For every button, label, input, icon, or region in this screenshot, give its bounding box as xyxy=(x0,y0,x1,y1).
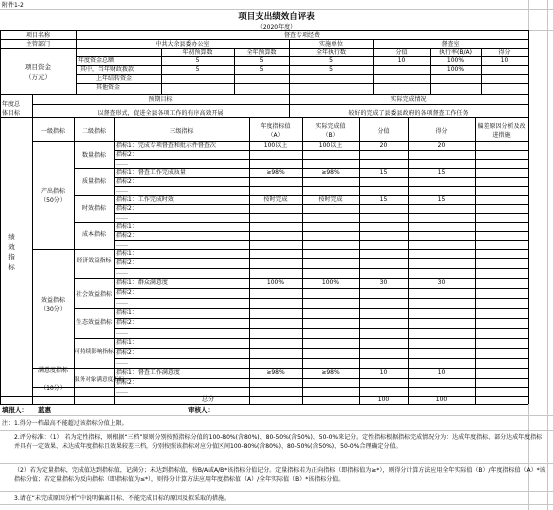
indicator-actual: ≥98% xyxy=(321,169,340,176)
indicator-score: 15 xyxy=(437,196,446,203)
level1-benefit-score: （30分） xyxy=(40,306,66,313)
funds-row-label: 其他资金 xyxy=(96,84,121,91)
indicator-actual: ≥98% xyxy=(321,369,340,376)
grid-line xyxy=(475,117,476,404)
goals-label-b: 体目标 xyxy=(2,110,21,117)
level2-economic: 经济效益指标 xyxy=(76,258,112,264)
grid-line xyxy=(408,117,409,404)
indicator-name: 指标2： xyxy=(116,151,138,158)
total-label: 总分 xyxy=(201,396,214,403)
indicator-name: 指标1： xyxy=(116,309,138,316)
indicator-target: 按时完成 xyxy=(263,196,288,203)
grid-line xyxy=(114,240,528,241)
form-title: 项目支出绩效自评表 xyxy=(238,12,315,22)
indicator-score-max: 30 xyxy=(379,279,388,286)
level2-quality: 质量指标 xyxy=(81,178,106,185)
indicator-target: 100% xyxy=(266,279,285,286)
grid-line xyxy=(114,213,528,214)
grid-line xyxy=(114,288,528,289)
grid-line xyxy=(114,186,528,187)
indicator-name: …… xyxy=(116,359,128,366)
total-score-max: 100 xyxy=(377,396,390,403)
header-actual-sub: （B） xyxy=(322,132,339,139)
indicator-target: ≥98% xyxy=(266,169,285,176)
level1-benefit: 效益指标 xyxy=(40,297,65,304)
actual-goal: 较好的完成了县委县政府的各项督查工作任务 xyxy=(348,110,469,117)
grid-line xyxy=(76,48,77,94)
grid-line xyxy=(0,430,553,431)
attachment-label: 附件1-2 xyxy=(2,2,24,9)
level1-satisfaction-score: （10分） xyxy=(40,385,66,392)
indicator-name: …… xyxy=(116,160,128,167)
indicator-name: 指标2： xyxy=(116,289,138,296)
reviewer-label: 审核人： xyxy=(188,406,214,414)
unit-label: 实施单位 xyxy=(318,41,343,48)
indicator-name: 指标2： xyxy=(116,232,138,239)
indicator-score-max: 15 xyxy=(379,196,388,203)
funds-row-label: 其中，当年财政拨款 xyxy=(80,66,135,73)
note-3: （2）若为定量指标，完成值达到指标值，记满分；未达到指标值，按B/A或A/B*该指标分值记分。定量指标若为正向指标（即指标值为≥*），则得分计算方法应用全年实际值（B）/年度指标值（A）*该指标分值；若定量指标为反向指标（即指标值为≤*），则得分计算方法应用年度指标值（A）/全年实际值（B）*该指标分值。 xyxy=(14,467,546,483)
grid-line xyxy=(114,328,528,329)
grid-line xyxy=(359,117,360,404)
indicator-name: 指标2： xyxy=(116,259,138,266)
header-level3: 三级指标 xyxy=(169,128,194,135)
level2-ecological: 生态效益指标 xyxy=(75,319,112,326)
unit-value: 督查室 xyxy=(441,41,460,48)
filler-label: 填报人： xyxy=(2,406,28,414)
total-score: 100 xyxy=(435,396,448,403)
indicator-score: 30 xyxy=(437,279,446,286)
indicator-actual: 100以上 xyxy=(318,142,343,149)
actual-goal-header: 实际完成情况 xyxy=(390,96,427,103)
funds-cell: 5 xyxy=(329,66,333,73)
indicator-name: 指标1： xyxy=(116,223,138,230)
header-target-sub: （A） xyxy=(267,132,284,139)
funds-cell: 10 xyxy=(397,57,406,64)
expected-goal-header: 预期目标 xyxy=(148,96,173,103)
level1-output: 产出指标 xyxy=(40,188,65,195)
indicator-name: 指标2： xyxy=(116,319,138,326)
level1-output-score: （50分） xyxy=(40,197,66,204)
indicator-name: 指标2： xyxy=(116,205,138,212)
level2-social: 社会效益指标 xyxy=(75,291,112,298)
indicator-score: 15 xyxy=(437,169,446,176)
indicator-name: 指标1： xyxy=(116,339,138,346)
grid-line xyxy=(114,231,528,232)
funds-cell: 5 xyxy=(195,66,200,73)
note-2: 2.评分标准：（1） 若为定性指标，则根据“三档”原则分别按照指标分值的100-80%(含80%)、80-50%(含50%)、50-0%来记分。定性指标根据指标完成情况分为：达成年度指标、部分达成年度指标并具有一定效果、未达成年度指标且效果较差三档，分别按照该指标对应分值区间100-80%(含80%)、80-50%(含50%)、50-0%合理确定分值。 xyxy=(14,434,543,450)
header-reason-sub: 进措施 xyxy=(492,132,511,139)
grid-line xyxy=(114,222,528,223)
grid-line xyxy=(74,168,114,169)
indicator-score-max: 15 xyxy=(379,169,388,176)
indicator-name: …… xyxy=(116,214,128,221)
header-reason: 偏差原因分析及改 xyxy=(477,123,526,130)
grid-line xyxy=(114,318,528,319)
grid-line xyxy=(114,268,528,269)
grid-line xyxy=(76,83,528,84)
indicator-name: …… xyxy=(116,329,128,336)
grid-line xyxy=(32,387,528,388)
grid-line xyxy=(114,308,528,309)
funds-label: 项目资金 xyxy=(25,63,51,71)
funds-header: 全年预算数 xyxy=(246,49,277,56)
level2-service: 服务对象满意度指标 xyxy=(74,377,125,383)
grid-line xyxy=(249,117,250,404)
dept-label: 主管部门 xyxy=(25,41,50,48)
note-1: 注：1.得分一档最高不能超过该指标分值上限。 xyxy=(2,420,128,427)
indicator-name: 指标1：完成专项督查和批示件督查次 xyxy=(116,142,216,149)
level2-quantity: 数量指标 xyxy=(81,152,106,159)
performance-side-label: 绩效指标 xyxy=(8,233,15,271)
indicator-name: …… xyxy=(116,269,128,276)
grid-line xyxy=(114,258,528,259)
indicator-actual: 按时完成 xyxy=(318,196,343,203)
grid-line xyxy=(114,338,528,339)
indicator-score: 10 xyxy=(437,369,446,376)
funds-header: 执行率(B/A) xyxy=(439,49,472,56)
header-actual: 实际完成值 xyxy=(315,123,346,130)
indicator-name: 指标2： xyxy=(116,379,138,386)
grid-line xyxy=(114,249,528,250)
filler-name: 蓝惠 xyxy=(38,406,51,414)
grid-line xyxy=(0,30,1,404)
grid-line xyxy=(0,404,528,405)
grid-line xyxy=(114,177,528,178)
note-4: 3.请在“未完成原因分析”中说明偏离目标、不能完成目标的原因及拟采取的措施。 xyxy=(14,495,230,502)
grid-line xyxy=(76,74,528,75)
grid-line xyxy=(528,48,529,94)
header-level2: 二级指标 xyxy=(81,128,106,135)
project-name: 督查专项经费 xyxy=(283,32,320,39)
indicator-name: …… xyxy=(116,388,128,395)
level1-satisfaction: 满意度指标 xyxy=(37,367,68,374)
grid-line xyxy=(114,159,528,160)
header-score: 得分 xyxy=(435,128,448,135)
indicator-name: 指标1：督查工作完成质量 xyxy=(116,169,186,176)
grid-line xyxy=(74,195,114,196)
funds-cell: 5 xyxy=(329,57,333,64)
indicator-name: 指标1：督查工作满意度 xyxy=(116,369,180,376)
grid-line xyxy=(114,150,528,151)
indicator-score: 20 xyxy=(437,142,446,149)
funds-cell: 5 xyxy=(195,57,200,64)
header-target: 年度指标值 xyxy=(260,123,291,130)
funds-cell: 5 xyxy=(259,66,264,73)
grid-line xyxy=(114,348,528,349)
expected-goal: 以督查形式，促进全县各项工作的有序高效开展 xyxy=(97,110,224,117)
grid-line xyxy=(74,222,114,223)
goals-label-a: 年度总 xyxy=(2,101,21,108)
grid-line xyxy=(74,338,114,339)
indicator-score-max: 20 xyxy=(379,142,388,149)
funds-header: 得分 xyxy=(498,49,511,56)
grid-line xyxy=(547,0,548,510)
indicator-name: 指标1：群众满意度 xyxy=(116,279,168,286)
indicator-name: …… xyxy=(116,187,128,194)
indicator-name: 指标1： xyxy=(116,250,138,257)
grid-line xyxy=(302,117,303,404)
grid-line xyxy=(32,104,528,105)
funds-cell: 100% xyxy=(446,66,465,73)
funds-cell: 10 xyxy=(500,57,509,64)
indicator-name: 指标2： xyxy=(116,178,138,185)
grid-line xyxy=(74,278,114,279)
project-name-label: 项目名称 xyxy=(25,32,50,39)
indicator-target: 100以上 xyxy=(263,142,288,149)
form-year: （2020年度） xyxy=(256,24,297,31)
funds-header: 年初预算数 xyxy=(182,49,213,56)
level2-cost: 成本指标 xyxy=(81,231,106,238)
grid-line xyxy=(0,463,553,464)
indicator-name: 指标1：工作完成时效 xyxy=(116,196,174,203)
funds-row-label: 年度资金总额 xyxy=(78,57,115,64)
indicator-score-max: 10 xyxy=(379,369,388,376)
grid-line xyxy=(32,249,74,250)
grid-line xyxy=(0,9,553,10)
grid-line xyxy=(114,117,115,404)
grid-line xyxy=(114,204,528,205)
grid-line xyxy=(114,298,528,299)
indicator-actual: 100% xyxy=(321,279,340,286)
grid-line xyxy=(74,368,114,369)
funds-cell: 100% xyxy=(446,57,465,64)
grid-line xyxy=(114,358,528,359)
funds-cell: 5 xyxy=(259,57,264,64)
grid-line xyxy=(0,504,553,505)
indicator-name: …… xyxy=(116,299,128,306)
indicator-target: ≥98% xyxy=(266,369,285,376)
grid-line xyxy=(0,491,553,492)
grid-line xyxy=(74,308,114,309)
indicator-name: 指标2： xyxy=(116,349,138,356)
grid-line xyxy=(114,378,528,379)
level2-sustainable: 可持续影响指标 xyxy=(74,349,114,355)
grid-line xyxy=(0,415,553,416)
header-level1: 一级指标 xyxy=(40,128,65,135)
dept-value: 中共大余县委办公室 xyxy=(155,41,210,48)
level2-timeliness: 时效指标 xyxy=(81,205,106,212)
funds-header: 分值 xyxy=(395,49,408,56)
funds-header: 全年执行数 xyxy=(315,49,346,56)
grid-line xyxy=(74,249,114,250)
funds-row-label: 上年结转资金 xyxy=(96,75,133,82)
indicator-name: …… xyxy=(116,241,128,248)
funds-unit: （万元） xyxy=(25,73,51,81)
header-score-max: 分值 xyxy=(377,128,390,135)
